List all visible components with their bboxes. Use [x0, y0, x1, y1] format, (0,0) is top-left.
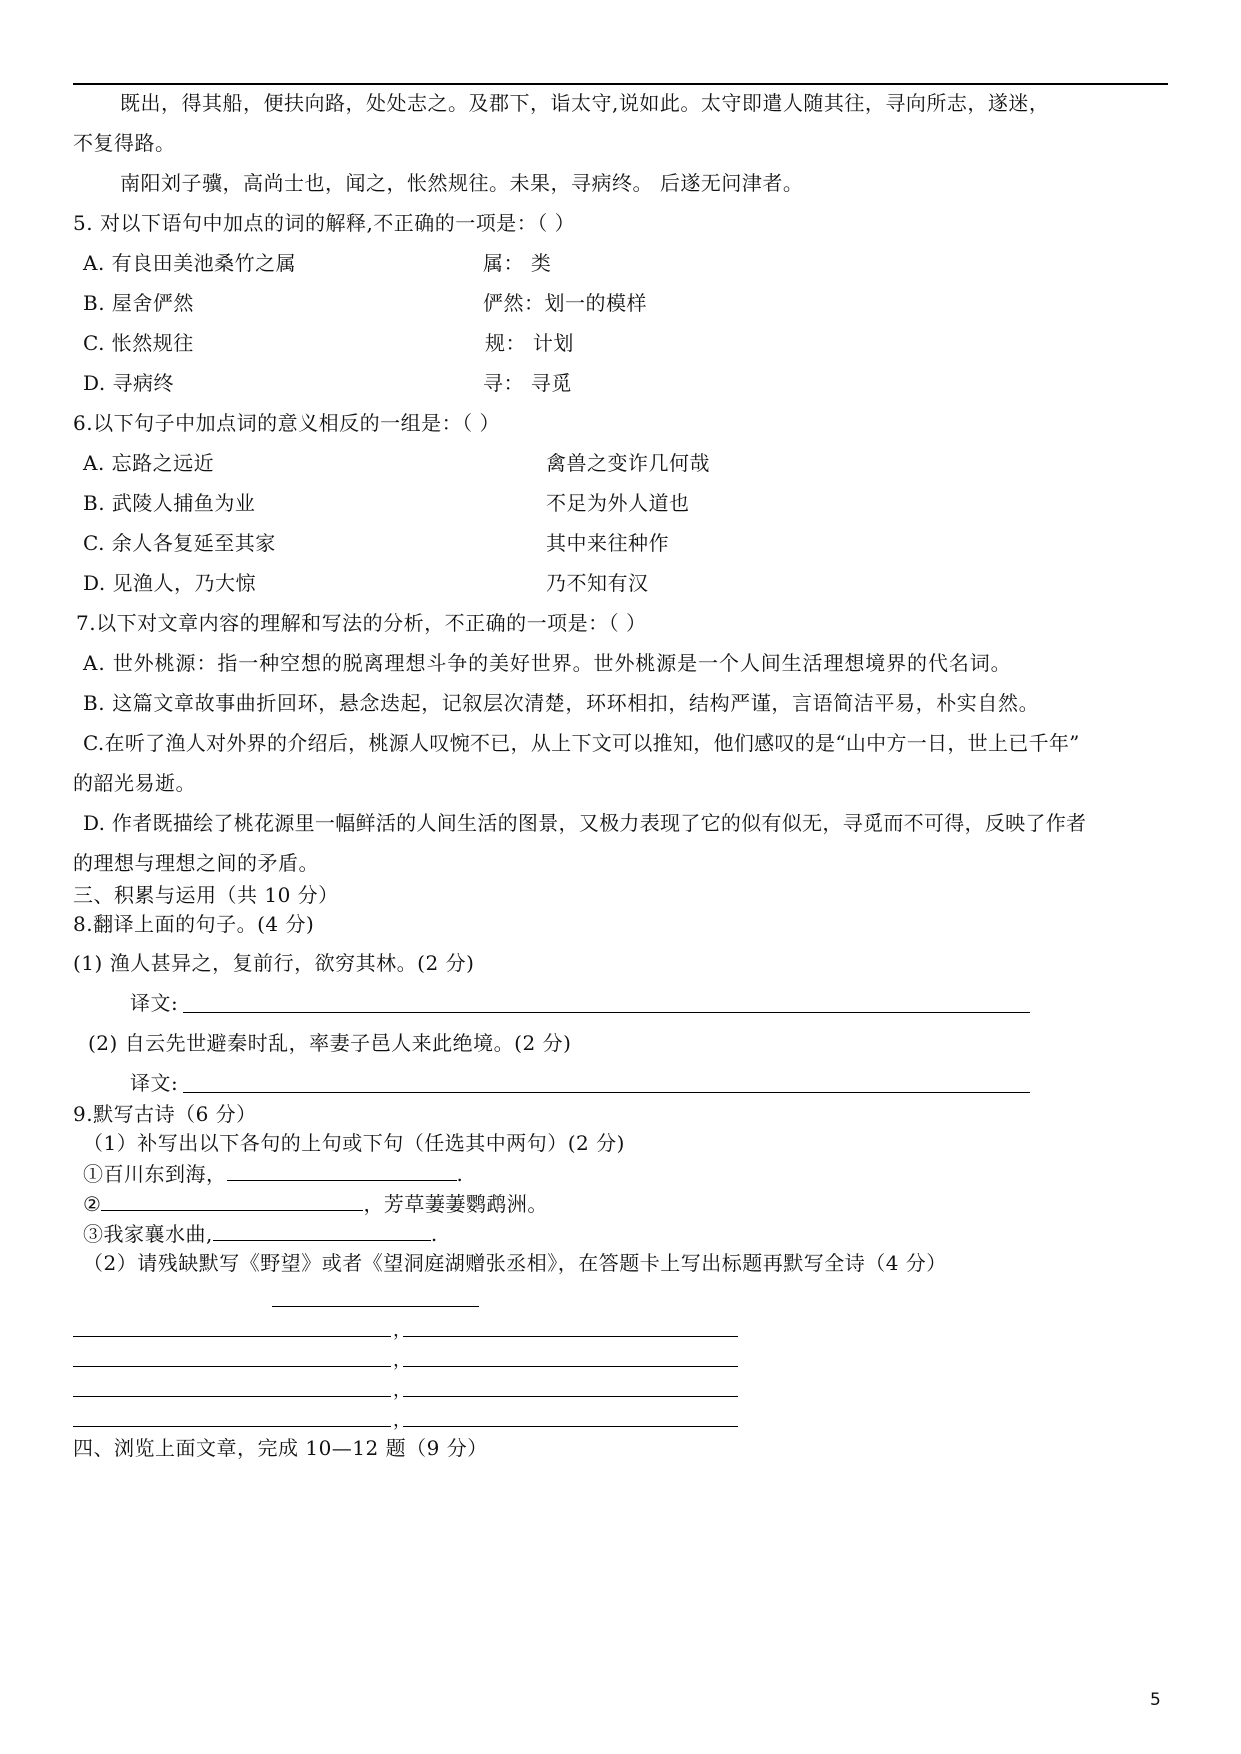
q5-option-b-gloss: 俨然：划一的模样 — [483, 291, 647, 315]
q9-line-3 — [83, 1220, 438, 1247]
q9-line-3-text: ③我家襄水曲, — [83, 1222, 213, 1246]
question-8-stem: 8.翻译上面的句子。(4 分) — [73, 912, 315, 936]
q9-line-2-num: ② — [83, 1192, 102, 1216]
question-6-stem: 6.以下句子中加点词的意义相反的一组是：（ ） — [73, 411, 500, 435]
poem-line-right[interactable] — [403, 1426, 738, 1427]
question-9-stem: 9.默写古诗（6 分） — [73, 1102, 257, 1126]
q5-option-c-gloss: 规： 计划 — [485, 331, 574, 355]
question-5-stem: 5. 对以下语句中加点的词的解释,不正确的一项是：（ ） — [73, 211, 576, 235]
poem-comma: ， — [393, 1320, 412, 1341]
q6-option-c: C. 余人各复延至其家 — [83, 531, 276, 555]
q5-option-a: A. 有良田美池桑竹之属 — [83, 251, 297, 275]
q8-sentence-2: (2) 自云先世避秦时乱，率妻子邑人来此绝境。(2 分) — [88, 1031, 572, 1055]
q8-answer-line-1[interactable] — [183, 1012, 1030, 1013]
q5-option-d: D. 寻病终 — [83, 371, 175, 395]
section-4-heading: 四、浏览上面文章，完成 10—12 题（9 分） — [73, 1436, 488, 1460]
passage-line: 既出，得其船，便扶向路，处处志之。及郡下，诣太守,说如此。太守即遣人随其往，寻向所志，遂迷， — [120, 91, 1050, 115]
q6-option-c-pair: 其中来往种作 — [546, 531, 669, 555]
q7-option-d: D. 作者既描绘了桃花源里一幅鲜活的人间生活的图景，又极力表现了它的似有似无，寻觅而不可得，反映了作者 — [83, 811, 1087, 835]
q9-line-3-end: . — [430, 1222, 438, 1246]
poem-line-left[interactable] — [73, 1426, 391, 1427]
q9-sub-1: （1）补写出以下各句的上句或下句（任选其中两句）(2 分) — [83, 1131, 625, 1155]
page-number: 5 — [1150, 1690, 1161, 1710]
q8-sentence-1: (1) 渔人甚异之，复前行，欲穷其林。(2 分) — [73, 951, 475, 975]
poem-line-left[interactable] — [73, 1396, 391, 1397]
poem-comma: ， — [393, 1350, 412, 1371]
passage-line: 不复得路。 — [73, 131, 176, 155]
question-7-stem: 7.以下对文章内容的理解和写法的分析，不正确的一项是：（ ） — [76, 611, 647, 635]
q6-option-a-pair: 禽兽之变诈几何哉 — [546, 451, 710, 475]
q5-option-c: C. 怅然规往 — [83, 331, 194, 355]
q9-line-2-text: ，芳草萋萋鹦鹉洲。 — [363, 1192, 548, 1216]
q9-line-1-end: . — [456, 1162, 464, 1186]
section-3-heading: 三、积累与运用（共 10 分） — [73, 883, 339, 907]
q6-option-d-pair: 乃不知有汉 — [546, 571, 649, 595]
header-rule — [73, 83, 1168, 85]
q9-sub-2: （2）请残缺默写《野望》或者《望洞庭湖赠张丞相》，在答题卡上写出标题再默写全诗（4 分） — [83, 1251, 947, 1275]
poem-line-left[interactable] — [73, 1336, 391, 1337]
q8-answer-label-1: 译文: — [130, 991, 179, 1015]
q5-option-a-gloss: 属： 类 — [483, 251, 552, 275]
poem-title-line[interactable] — [272, 1306, 479, 1307]
passage-line: 南阳刘子骥，高尚士也，闻之，怅然规往。未果，寻病终。 后遂无问津者。 — [120, 171, 804, 195]
q6-option-a: A. 忘路之远近 — [83, 451, 215, 475]
q9-blank-3[interactable] — [213, 1220, 431, 1241]
q5-option-b: B. 屋舍俨然 — [83, 291, 194, 315]
poem-line-left[interactable] — [73, 1366, 391, 1367]
q6-option-b: B. 武陵人捕鱼为业 — [83, 491, 256, 515]
poem-line-right[interactable] — [403, 1366, 738, 1367]
q9-blank-2[interactable] — [101, 1190, 363, 1211]
q6-option-d: D. 见渔人，乃大惊 — [83, 571, 257, 595]
poem-comma: ， — [393, 1380, 412, 1401]
q9-line-1-text: ①百川东到海， — [83, 1162, 227, 1186]
q9-blank-1[interactable] — [227, 1160, 457, 1181]
q7-option-d-cont: 的理想与理想之间的矛盾。 — [73, 851, 319, 875]
poem-line-right[interactable] — [403, 1336, 738, 1337]
q8-answer-line-2[interactable] — [183, 1092, 1030, 1093]
q7-option-b: B. 这篇文章故事曲折回环，悬念迭起，记叙层次清楚，环环相扣，结构严谨，言语简洁平易，朴实自然。 — [83, 691, 1040, 715]
q6-option-b-pair: 不足为外人道也 — [546, 491, 690, 515]
q9-line-2 — [83, 1190, 548, 1217]
poem-comma: ， — [393, 1410, 412, 1431]
q7-option-a: A. 世外桃源：指一种空想的脱离理想斗争的美好世界。世外桃源是一个人间生活理想境界的代名词。 — [83, 651, 1012, 675]
q5-option-d-gloss: 寻： 寻觅 — [483, 371, 572, 395]
q8-answer-label-2: 译文: — [130, 1071, 179, 1095]
q7-option-c: C.在听了渔人对外界的介绍后，桃源人叹惋不已，从上下文可以推知，他们感叹的是“山中方一日，世上已千年” — [83, 731, 1080, 755]
poem-line-right[interactable] — [403, 1396, 738, 1397]
q7-option-c-cont: 的韶光易逝。 — [73, 771, 196, 795]
q9-line-1 — [83, 1160, 463, 1187]
